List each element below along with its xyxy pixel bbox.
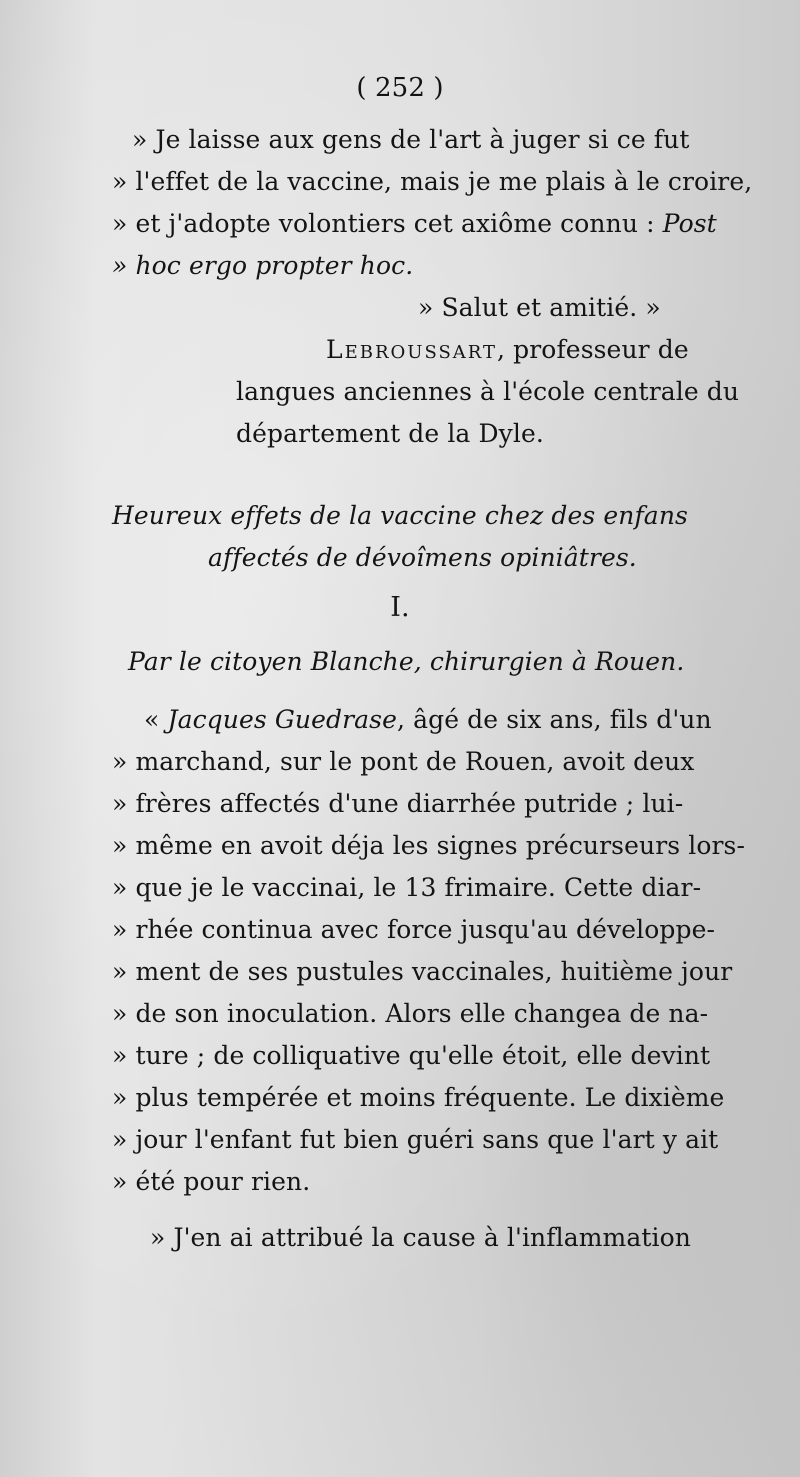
section-numeral: I. — [390, 592, 410, 623]
signature-title: , professeur de — [497, 335, 689, 364]
signature-line-3: département de la Dyle. — [236, 419, 544, 448]
signature-name: Lebroussart — [326, 335, 498, 364]
section-byline: Par le citoyen Blanche, chirurgien à Rouen. — [128, 647, 685, 676]
body-line-9: » ture ; de colliquative qu'elle étoit, elle devint — [112, 1041, 711, 1070]
section-title-line-1: Heureux effets de la vaccine chez des enfans — [112, 501, 688, 530]
section-title-line-2: affectés de dévoîmens opiniâtres. — [208, 543, 637, 572]
body-line-13: » J'en ai attribué la cause à l'inflammation — [150, 1223, 691, 1252]
body-line-6: » rhée continua avec force jusqu'au développe- — [112, 915, 716, 944]
letter-line-3 — [112, 206, 717, 242]
latin-phrase-start: Post — [662, 209, 717, 238]
signature-line-1 — [326, 332, 689, 368]
body-line-4: » même en avoit déja les signes précurseurs lors- — [112, 831, 746, 860]
letter-line-1: » Je laisse aux gens de l'art à juger si ce fut — [132, 125, 690, 154]
signature-line-2: langues anciennes à l'école centrale du — [236, 377, 740, 406]
body-line-1-text: , âgé de six ans, fils d'un — [397, 705, 712, 734]
letter-closing: » Salut et amitié. » — [418, 293, 661, 322]
body-line-8: » de son inoculation. Alors elle changea de na- — [112, 999, 709, 1028]
patient-name: Jacques Guedrase — [167, 705, 398, 734]
letter-line-2: » l'effet de la vaccine, mais je me plais à le croire, — [112, 167, 753, 196]
body-line-11: » jour l'enfant fut bien guéri sans que l'art y ait — [112, 1125, 719, 1154]
body-line-2: » marchand, sur le pont de Rouen, avoit deux — [112, 747, 695, 776]
body-line-10: » plus tempérée et moins fréquente. Le dixième — [112, 1083, 725, 1112]
letter-line-4: » hoc ergo propter hoc. — [112, 251, 414, 280]
body-line-12: » été pour rien. — [112, 1167, 311, 1196]
body-line-7: » ment de ses pustules vaccinales, huitième jour — [112, 957, 733, 986]
body-line-3: » frères affectés d'une diarrhée putride ; lui- — [112, 789, 684, 818]
page-number: ( 252 ) — [356, 73, 444, 103]
body-line-1 — [144, 702, 712, 738]
body-line-5: » que je le vaccinai, le 13 frimaire. Cette diar- — [112, 873, 702, 902]
letter-line-3-text: » et j'adopte volontiers cet axiôme connu : — [112, 209, 655, 238]
open-quote: « — [144, 705, 160, 734]
